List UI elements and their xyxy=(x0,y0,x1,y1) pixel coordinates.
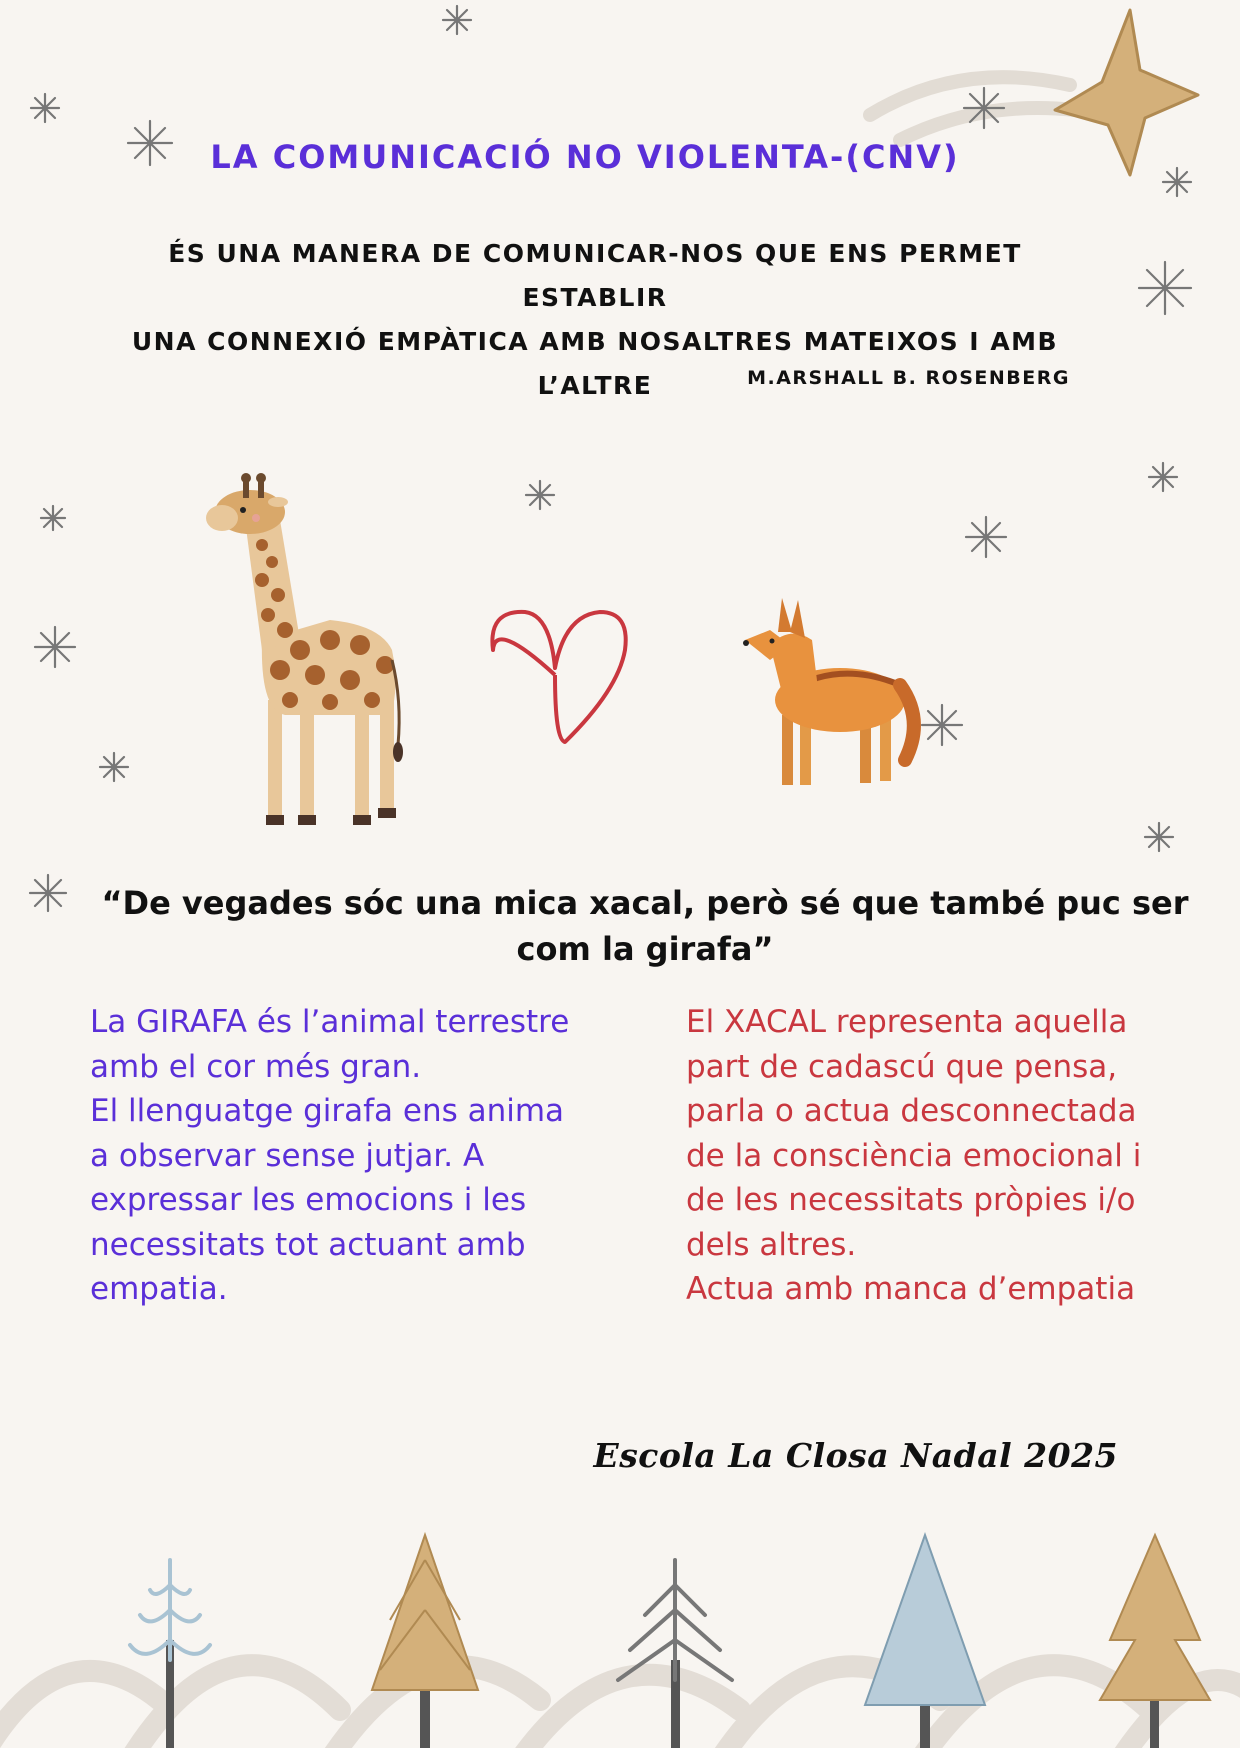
giraffe-icon xyxy=(206,473,403,825)
sparkle-icon xyxy=(30,875,66,911)
tree-grey-center xyxy=(618,1560,732,1748)
jackal-icon xyxy=(743,598,914,785)
sparkle-icon xyxy=(922,705,962,745)
heart-icon xyxy=(492,612,625,742)
sparkle-icon xyxy=(443,6,471,34)
jackal-line: part de cadascú que pensa, xyxy=(686,1048,1118,1085)
sparkle-icon xyxy=(966,517,1006,557)
giraffe-description xyxy=(90,1000,590,1312)
giraffe-line: expressar les emocions i les xyxy=(90,1182,527,1218)
sparkle-icon xyxy=(1145,823,1173,851)
sparkle-icon xyxy=(100,753,128,781)
giraffe-line: El llenguatge girafa ens anima xyxy=(90,1093,565,1129)
jackal-line: de la consciència emocional i xyxy=(686,1137,1142,1174)
tree-gold-right xyxy=(1100,1535,1210,1748)
sparkle-icon xyxy=(31,94,59,122)
jackal-line: dels altres. xyxy=(686,1226,857,1263)
jackal-line: Actua amb manca d’empatia xyxy=(686,1271,1136,1307)
jackal-description xyxy=(686,1000,1176,1312)
sparkle-icon xyxy=(1139,262,1191,314)
giraffe-line: necessitats tot actuant amb xyxy=(90,1226,526,1263)
shooting-star-tail xyxy=(870,77,1075,140)
giraffe-line: empatia. xyxy=(90,1271,228,1307)
pull-quote: “De vegades sóc una mica xacal, però sé que també puc ser com la girafa” xyxy=(101,884,1189,968)
sparkle-icon xyxy=(964,88,1004,128)
intro-line: L’ALTRE xyxy=(537,371,653,400)
quote-author: M.ARSHALL B. ROSENBERG xyxy=(747,367,1070,389)
tree-gold-left xyxy=(372,1535,478,1748)
giraffe-line: a observar sense jutjar. A xyxy=(90,1137,485,1174)
sparkle-icon xyxy=(1149,463,1177,491)
hills-decoration xyxy=(0,1665,1240,1748)
page-title: LA COMUNICACIÓ NO VIOLENTA-(CNV) xyxy=(210,138,960,176)
jackal-line: de les necessitats pròpies i/o xyxy=(686,1182,1136,1218)
giraffe-line: amb el cor més gran. xyxy=(90,1048,422,1085)
sparkle-icon xyxy=(526,481,554,509)
jackal-line: El XACAL representa aquella xyxy=(686,1004,1128,1040)
school-signature: Escola La Closa Nadal 2025 xyxy=(593,1436,1118,1475)
tree-light-blue-right xyxy=(865,1535,985,1748)
sparkle-icon xyxy=(35,627,75,667)
sparkle-icon xyxy=(41,506,65,530)
tree-light-blue-left xyxy=(130,1560,210,1748)
giraffe-line: La GIRAFA és l’animal terrestre xyxy=(90,1004,570,1040)
jackal-line: parla o actua desconnectada xyxy=(686,1093,1137,1129)
intro-line: UNA CONNEXIÓ EMPÀTICA AMB NOSALTRES MATEIXOS I AMB xyxy=(131,327,1059,356)
intro-line: ÉS UNA MANERA DE COMUNICAR-NOS QUE ENS PERMET ESTABLIR xyxy=(168,239,1022,312)
